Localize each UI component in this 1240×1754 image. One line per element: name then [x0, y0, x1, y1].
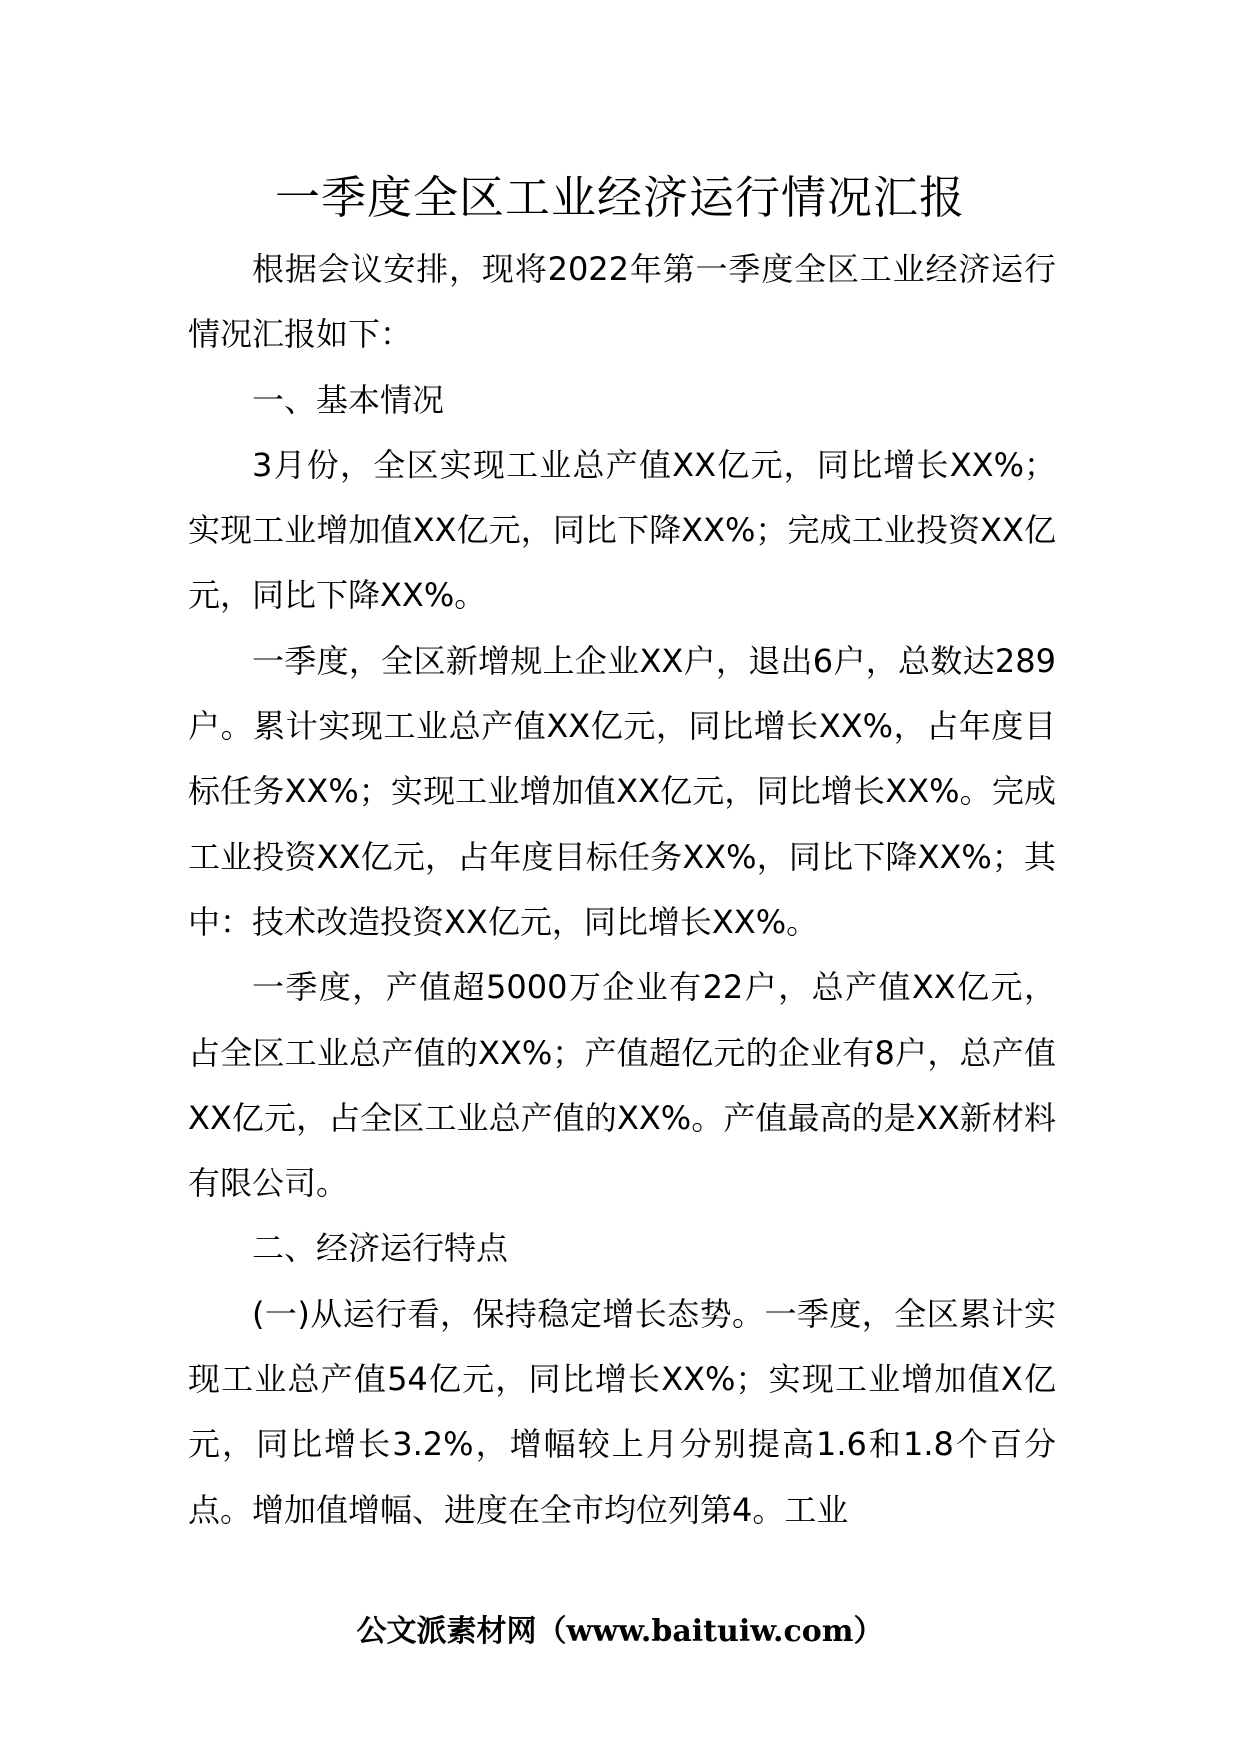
section-heading-features: 二、经济运行特点	[252, 1229, 509, 1268]
footer-watermark: 公文派素材网（www.baituiw.com）	[356, 1614, 884, 1649]
paragraph-intro: 根据会议安排，现将2022年第一季度全区工业经济运行情况汇报如下：	[188, 250, 1056, 354]
section-heading-basic: 一、基本情况	[252, 380, 445, 419]
paragraph-march: 3月份，全区实现工业总产值XX亿元，同比增长XX%；实现工业增加值XX亿元，同比下降XX%；完成工业投资XX亿元，同比下降XX%。	[188, 445, 1056, 615]
paragraph-q1-enterprises: 一季度，全区新增规上企业XX户，退出6户，总数达289户。累计实现工业总产值XX亿元，同比增长XX%，占年度目标任务XX%；实现工业增加值XX亿元，同比增长XX%。完成工业投资XX亿元，占年度目标任务XX%，同比下降XX%；其中：技术改造投资XX亿元，同比增长XX%。	[188, 641, 1056, 941]
document-body	[188, 237, 1056, 1543]
paragraph-q1-output: 一季度，产值超5000万企业有22户，总产值XX亿元，占全区工业总产值的XX%；产值超亿元的企业有8户，总产值XX亿元，占全区工业总产值的XX%。产值最高的是XX新材料有限公司。	[188, 968, 1056, 1203]
document-title: 一季度全区工业经济运行情况汇报	[274, 171, 965, 224]
paragraph-feature-1: (一)从运行看，保持稳定增长态势。一季度，全区累计实现工业总产值54亿元，同比增长XX%；实现工业增加值X亿元，同比增长3.2%，增幅较上月分别提高1.6和1.8个百分点。增加值增幅、进度在全市均位列第4。工业	[188, 1294, 1056, 1529]
